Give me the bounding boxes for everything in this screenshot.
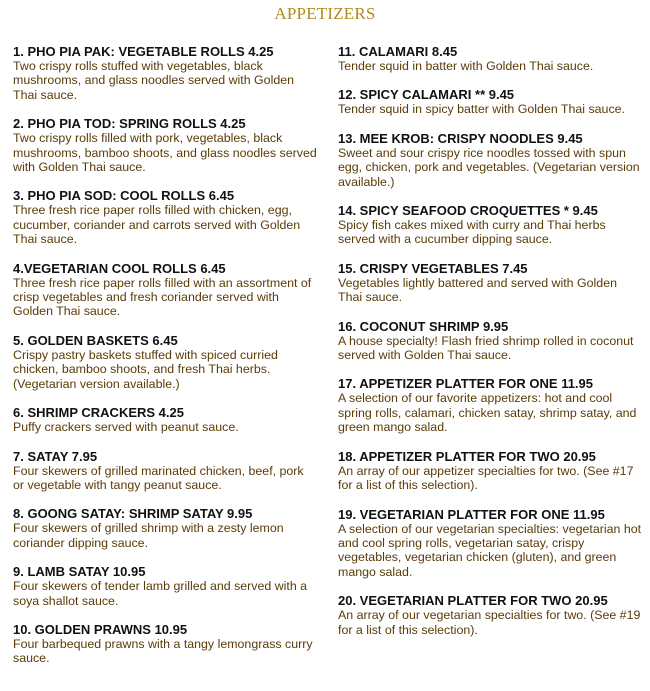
menu-item: [338, 449, 643, 493]
item-description: Three fresh rice paper rolls filled with an assortment of crisp vegetables and fresh coriander served with Golden Thai sauce.: [13, 275, 312, 319]
menu-item: [338, 261, 643, 305]
item-heading: 10. GOLDEN PRAWNS 10.95: [13, 621, 188, 637]
item-description: Tender squid in spicy batter with Golden Thai sauce.: [338, 102, 625, 117]
item-heading: 11. CALAMARI 8.45: [338, 44, 458, 59]
item-heading: 2. PHO PIA TOD: SPRING ROLLS 4.25: [13, 116, 246, 132]
item-heading: 17. APPETIZER PLATTER FOR ONE 11.95: [338, 376, 594, 392]
item-heading: 14. SPICY SEAFOOD CROQUETTES * 9.45: [338, 203, 598, 219]
menu-item: [13, 506, 318, 550]
item-heading: 7. SATAY 7.95: [13, 448, 98, 464]
menu-item: [338, 507, 643, 580]
menu-item: [338, 131, 643, 189]
item-heading: 8. GOONG SATAY: SHRIMP SATAY 9.95: [13, 506, 253, 522]
item-heading: 5. GOLDEN BASKETS 6.45: [13, 332, 178, 348]
item-heading: 6. SHRIMP CRACKERS 4.25: [13, 405, 184, 421]
item-heading: 1. PHO PIA PAK: VEGETABLE ROLLS 4.25: [13, 44, 274, 59]
item-heading: 12. SPICY CALAMARI ** 9.45: [338, 87, 515, 103]
menu-item: [13, 333, 318, 391]
item-description: Four barbequed prawns with a tangy lemongrass curry sauce.: [13, 636, 313, 666]
page-title: APPETIZERS: [274, 4, 376, 23]
item-description: Vegetables lightly battered and served with Golden Thai sauce.: [338, 275, 617, 305]
item-heading: 4.VEGETARIAN COOL ROLLS 6.45: [13, 260, 226, 276]
item-heading: 13. MEE KROB: CRISPY NOODLES 9.45: [338, 130, 583, 146]
menu-item: [13, 449, 318, 493]
item-description: A house specialty! Flash fried shrimp rolled in coconut served with Golden Thai sauce.: [338, 333, 634, 363]
item-description: An array of our appetizer specialties for two. (See #17 for a list of this selection).: [338, 463, 634, 493]
item-description: Three fresh rice paper rolls filled with chicken, egg, cucumber, coriander and carrots served with Golden Thai sauce.: [13, 203, 301, 247]
menu-item: [338, 319, 643, 363]
menu-column-right: [338, 44, 643, 651]
item-description: Four skewers of grilled marinated chicken, beef, pork or vegetable with tangy peanut sauce.: [13, 463, 304, 492]
item-description: Crispy pastry baskets stuffed with spiced curried chicken, bamboo shoots, and fresh Thai herbs. (Vegetarian version available.): [13, 347, 278, 391]
menu-item: [13, 405, 318, 434]
item-description: Four skewers of grilled shrimp with a zesty lemon coriander dipping sauce.: [13, 521, 284, 550]
item-description: Two crispy rolls filled with pork, vegetables, black mushrooms, bamboo shoots, and glass noodles served with Golden Thai sauce.: [13, 131, 317, 175]
menu-column-left: [13, 44, 318, 680]
menu-item: [338, 203, 643, 247]
menu-item: [13, 564, 318, 608]
menu-item: [13, 622, 318, 666]
item-description: A selection of our vegetarian specialties: vegetarian hot and cool spring rolls, vegetarian satay, crispy vegetables, vegetarian chicken (gluten), and green mango salad.: [338, 521, 642, 579]
item-description: Tender squid in batter with Golden Thai sauce.: [338, 59, 594, 73]
menu-item: [338, 44, 643, 73]
item-heading: 9. LAMB SATAY 10.95: [13, 564, 146, 580]
menu-item: [338, 376, 643, 434]
menu-item: [338, 87, 643, 116]
item-heading: 19. VEGETARIAN PLATTER FOR ONE 11.95: [338, 506, 605, 522]
item-description: Spicy fish cakes mixed with curry and Thai herbs served with a cucumber dipping sauce.: [338, 218, 606, 247]
item-description: Two crispy rolls stuffed with vegetables, black mushrooms, and glass noodles served with Golden Thai sauce.: [13, 59, 295, 102]
item-description: Puffy crackers served with peanut sauce.: [13, 420, 239, 435]
menu-item: [13, 44, 318, 102]
item-description: An array of our vegetarian specialties for two. (See #19 for a list of this selection).: [338, 608, 641, 637]
item-description: A selection of our favorite appetizers: hot and cool spring rolls, calamari, chicken satay, shrimp satay, and green mango salad.: [338, 391, 637, 435]
menu-item: [13, 116, 318, 174]
menu-item: [13, 188, 318, 246]
item-heading: 18. APPETIZER PLATTER FOR TWO 20.95: [338, 448, 596, 464]
item-description: Sweet and sour crispy rice noodles tossed with spun egg, chicken, pork and vegetables. (Vegetarian version available.): [338, 145, 640, 189]
item-heading: 3. PHO PIA SOD: COOL ROLLS 6.45: [13, 188, 235, 204]
menu-item: [338, 593, 643, 637]
item-heading: 15. CRISPY VEGETABLES 7.45: [338, 260, 528, 276]
menu-item: [13, 261, 318, 319]
item-description: Four skewers of tender lamb grilled and served with a soya shallot sauce.: [13, 579, 308, 608]
item-heading: 20. VEGETARIAN PLATTER FOR TWO 20.95: [338, 593, 608, 609]
item-heading: 16. COCONUT SHRIMP 9.95: [338, 318, 509, 334]
